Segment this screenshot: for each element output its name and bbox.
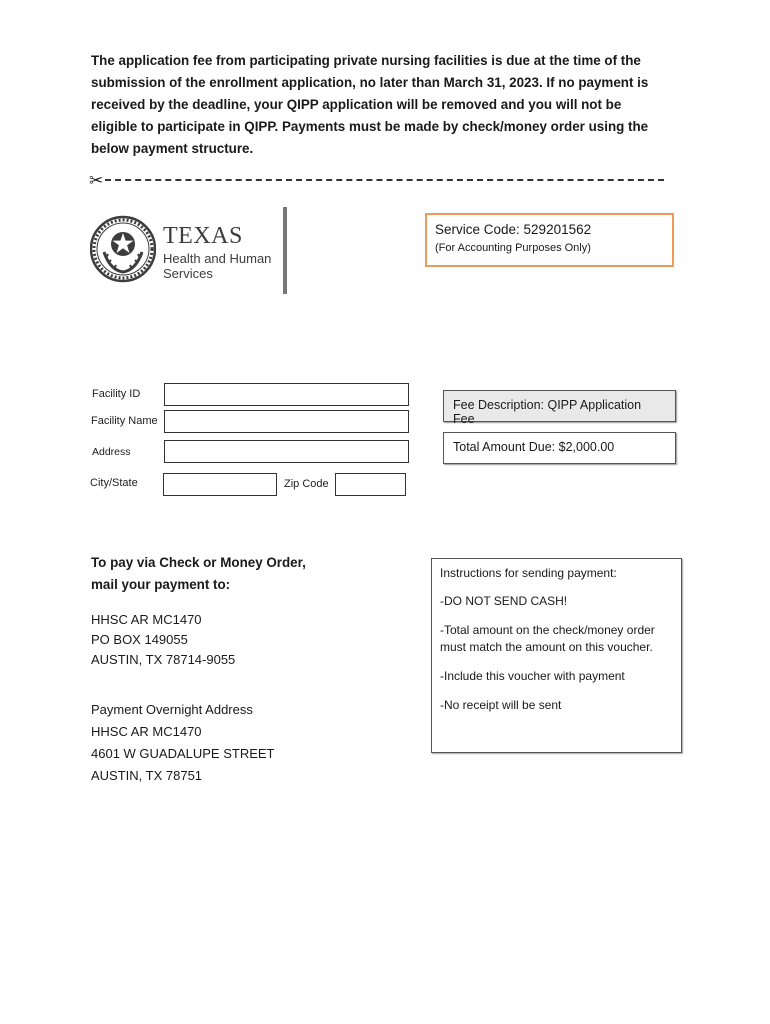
total-amount-box: Total Amount Due: $2,000.00: [443, 432, 676, 464]
fee-description-box: Fee Description: QIPP Application Fee: [443, 390, 676, 422]
hhs-logo: [90, 214, 280, 286]
facility-name-field[interactable]: [164, 410, 409, 433]
overnight-address-title: Payment Overnight Address: [91, 702, 253, 717]
facility-id-field[interactable]: [164, 383, 409, 406]
instructions-title: Instructions for sending payment:: [440, 566, 617, 580]
service-code-note: (For Accounting Purposes Only): [435, 242, 591, 254]
overnight-address-line: 4601 W GUADALUPE STREET: [91, 746, 275, 761]
mail-address-line: PO BOX 149055: [91, 632, 188, 647]
mail-address-line: HHSC AR MC1470: [91, 612, 202, 627]
dashed-divider: [105, 179, 664, 181]
logo-subtitle-line1: Health and Human: [163, 251, 272, 266]
payment-instructions-box: [431, 558, 682, 753]
payment-heading-line1: To pay via Check or Money Order,: [91, 555, 306, 570]
facility-id-label: Facility ID: [92, 388, 141, 400]
overnight-address-line: HHSC AR MC1470: [91, 724, 202, 739]
instruction-item: -Total amount on the check/money order must match the amount on this voucher.: [440, 623, 655, 654]
intro-paragraph: The application fee from participating private nursing facilities is due at the time of the submission of the enrollment application, no later than March 31, 2023. If no payment is received by the deadline, your QIPP application will be removed and you will not be eligible to participate in QIPP. Payments must be made by check/money order using the below payment structure.: [91, 53, 649, 156]
instruction-item: -Include this voucher with payment: [440, 669, 625, 683]
service-code: Service Code: 529201562: [435, 222, 592, 237]
payment-heading: [91, 552, 306, 596]
zip-code-label: Zip Code: [284, 478, 329, 490]
city-state-field[interactable]: [163, 473, 277, 496]
logo-subtitle-line2: Services: [163, 266, 213, 281]
instruction-item: -DO NOT SEND CASH!: [440, 594, 568, 608]
scissors-icon: ✂: [89, 170, 104, 190]
overnight-address-line: AUSTIN, TX 78751: [91, 768, 203, 783]
city-state-label: City/State: [90, 477, 138, 489]
state-seal-icon: [90, 214, 156, 284]
address-field[interactable]: [164, 440, 409, 463]
payment-heading-line2: mail your payment to:: [91, 577, 231, 592]
service-code-box: [425, 213, 674, 267]
overnight-address: [91, 699, 275, 787]
mail-address-line: AUSTIN, TX 78714-9055: [91, 652, 236, 667]
mail-address: [91, 610, 235, 670]
logo-divider: [283, 207, 287, 294]
facility-name-label: Facility Name: [91, 415, 158, 427]
zip-code-field[interactable]: [335, 473, 406, 496]
logo-subtitle: [163, 251, 271, 281]
cut-line: [89, 170, 664, 190]
instruction-item: -No receipt will be sent: [440, 698, 562, 712]
address-label: Address: [92, 446, 131, 458]
logo-wordmark: TEXAS: [163, 223, 243, 249]
